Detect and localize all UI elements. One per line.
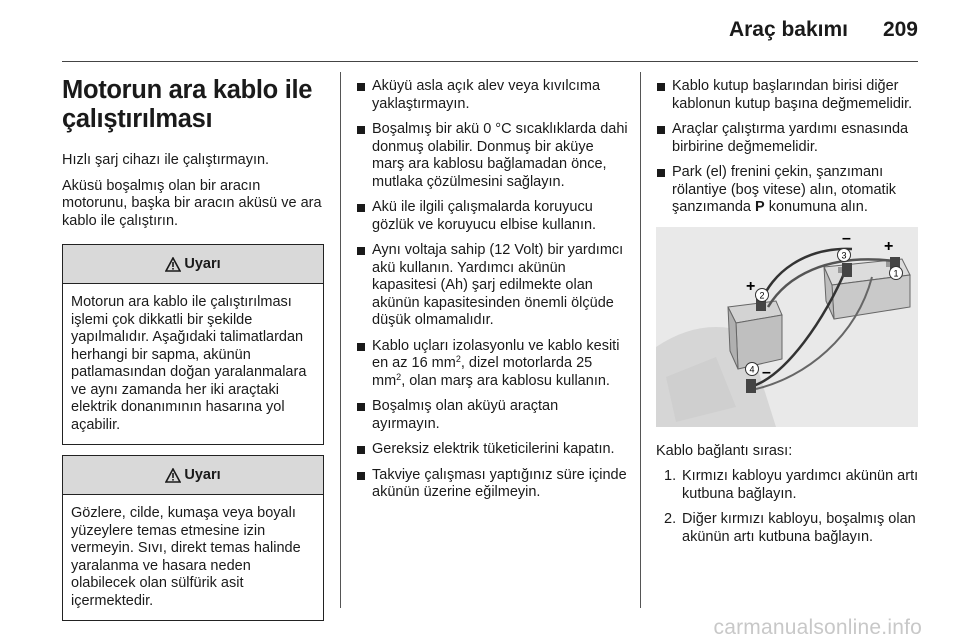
list-item <box>356 338 628 391</box>
intro-paragraph-2: Aküsü boşalmış olan bir aracın motorunu, başka bir aracın aküsü ve ara kablo ile çalıştırın. <box>62 177 322 229</box>
warning-header <box>63 245 323 284</box>
step-item <box>656 468 924 503</box>
warning-text: Motorun ara kablo ile çalıştırılması işlemi çok dikkatli bir şekilde yapılmalıdır. Aşağıdaki talimatlardan herhangi bir sapma, akünün patlamasından doğan yaralanmalara ve aynı zamanda her iki araçtaki elektrik donanımının hasarına yol açabilir. <box>71 294 307 433</box>
cable-spec-text: Kablo uçları izolasyonlu ve kablo kesiti en az 16 mm <box>372 337 620 371</box>
cable-clamp <box>842 263 852 277</box>
section-heading: Motorun ara kablo ile çalıştırılması <box>62 76 313 133</box>
cable-clamp <box>746 379 756 393</box>
discharged-battery <box>728 301 782 369</box>
list-item: Boşalmış bir akü 0 °C sıcaklıklarda dahi donmuş olabilir. Donmuş bir aküye marş ara kablosu bağlamadan önce, mutlaka çözülmesini sağlayın. <box>356 121 628 191</box>
callout-2 <box>756 288 769 301</box>
header-rule <box>62 61 918 62</box>
superscript: 2 <box>455 354 461 364</box>
callout-3 <box>838 248 851 261</box>
list-item: Araçlar çalıştırma yardımı esnasında birbirine değmemelidir. <box>656 121 924 156</box>
jump-start-illustration <box>656 227 918 427</box>
section-title: Araç bakımı <box>728 18 848 41</box>
gear-text: konumuna alın. <box>764 199 868 215</box>
warning-triangle-icon <box>165 468 181 483</box>
svg-text:3: 3 <box>841 250 847 260</box>
warning-label: Uyarı <box>184 467 221 483</box>
list-item <box>656 164 924 217</box>
warning-triangle-icon <box>165 257 181 272</box>
connection-steps <box>656 468 924 546</box>
minus-sign: – <box>762 363 771 381</box>
gear-text: Park (el) frenini çekin, şanzımanı rölantiye (boş vitese) alın, otomatik şanzımanda <box>672 164 897 215</box>
gear-position: P <box>755 199 765 215</box>
page-header <box>0 0 960 62</box>
column-right <box>656 78 924 554</box>
step-number: 1. <box>664 468 677 484</box>
intro-paragraph-1: Hızlı şarj cihazı ile çalıştırmayın. <box>62 152 270 168</box>
plus-sign: + <box>746 277 756 295</box>
warning-header <box>63 456 323 495</box>
svg-text:2: 2 <box>759 290 765 300</box>
svg-text:4: 4 <box>749 364 755 374</box>
cable-spec-text: , olan marş ara kablosu kullanın. <box>401 372 610 389</box>
column-left <box>62 76 324 621</box>
plus-sign: + <box>884 237 894 255</box>
warning-text: Gözlere, cilde, kumaşa veya boyalı yüzeylere temas etmesine izin vermeyin. Sıvı, direkt temas halinde yaralanma ve hasara neden olabilecek olan sülfürik asit içermektedir. <box>71 505 301 609</box>
callout-1 <box>890 266 903 279</box>
column-divider-left <box>340 72 341 608</box>
column-middle <box>356 78 628 510</box>
cable-spec-text: , dizel motorlarda 25 mm <box>372 355 593 389</box>
list-item: Aynı voltaja sahip (12 Volt) bir yardımcı akü kullanın. Yardımcı akünün kapasitesi (Ah) şarj edilmekte olan akünün kapasitesinden önemli ölçüde düşük olmamalıdır. <box>356 242 628 330</box>
page-number: 209 <box>882 18 918 41</box>
battery-diagram <box>656 227 918 427</box>
list-item: Takviye çalışması yaptığınız süre içinde akünün üzerine eğilmeyin. <box>356 467 628 502</box>
step-text: Kırmızı kabloyu yardımcı akünün artı kutbuna bağlayın. <box>682 468 919 502</box>
callout-4 <box>746 362 759 375</box>
superscript: 2 <box>396 371 402 382</box>
list-item: Aküyü asla açık alev veya kıvılcıma yaklaştırmayın. <box>356 78 628 113</box>
list-item: Kablo kutup başlarından birisi diğer kablonun kutup başına değmemelidir. <box>656 78 924 113</box>
watermark: carmanualsonline.info <box>713 616 922 639</box>
figure-caption: Kablo bağlantı sırası: <box>656 442 793 459</box>
precaution-list <box>356 78 628 502</box>
step-number: 2. <box>664 511 677 527</box>
list-item: Boşalmış olan aküyü araçtan ayırmayın. <box>356 398 628 433</box>
procedure-list <box>656 78 924 217</box>
warning-box-1 <box>62 244 324 445</box>
step-item <box>656 511 924 546</box>
list-item: Gereksiz elektrik tüketicilerini kapatın. <box>356 441 628 459</box>
minus-sign: – <box>842 229 851 247</box>
warning-box-2 <box>62 455 324 621</box>
svg-text:1: 1 <box>893 268 899 278</box>
column-divider-right <box>640 72 641 608</box>
step-text: Diğer kırmızı kabloyu, boşalmış olan akünün artı kutbuna bağlayın. <box>682 511 916 545</box>
warning-label: Uyarı <box>184 256 221 272</box>
list-item: Akü ile ilgili çalışmalarda koruyucu gözlük ve koruyucu elbise kullanın. <box>356 199 628 234</box>
